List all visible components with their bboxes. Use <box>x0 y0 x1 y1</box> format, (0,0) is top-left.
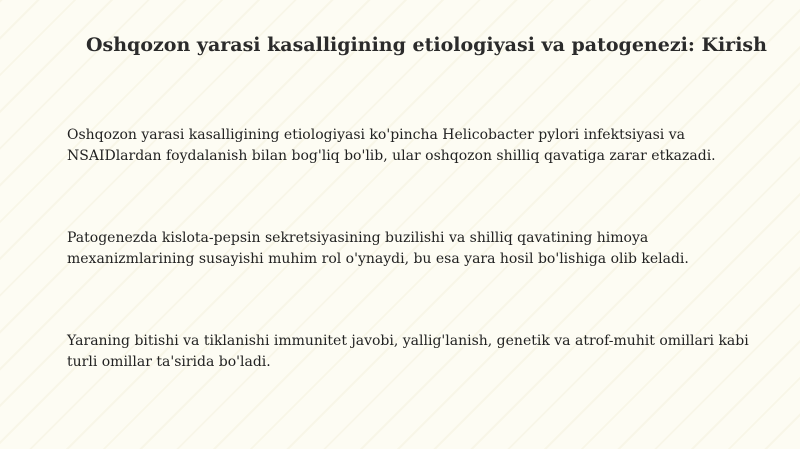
slide-title: Oshqozon yarasi kasalligining etiologiyasi va patogenezi: Kirish <box>86 34 767 56</box>
paragraph-etiology: Oshqozon yarasi kasalligining etiologiyasi ko'pincha Helicobacter pylori infektsiyasi va NSAIDlardan foydalanish bilan bog'liq bo'lib, ular oshqozon shilliq qavatiga zarar etkazadi. <box>67 127 716 164</box>
paragraph-healing: Yaraning bitishi va tiklanishi immunitet javobi, yallig'lanish, genetik va atrof-muhit omillari kabi turli omillar ta'sirida bo'ladi. <box>67 333 749 370</box>
paragraph-pathogenesis: Patogenezda kislota-pepsin sekretsiyasining buzilishi va shilliq qavatining himoya mexanizmlarining susayishi muhim rol o'ynaydi, bu esa yara hosil bo'lishiga olib keladi. <box>67 230 689 267</box>
